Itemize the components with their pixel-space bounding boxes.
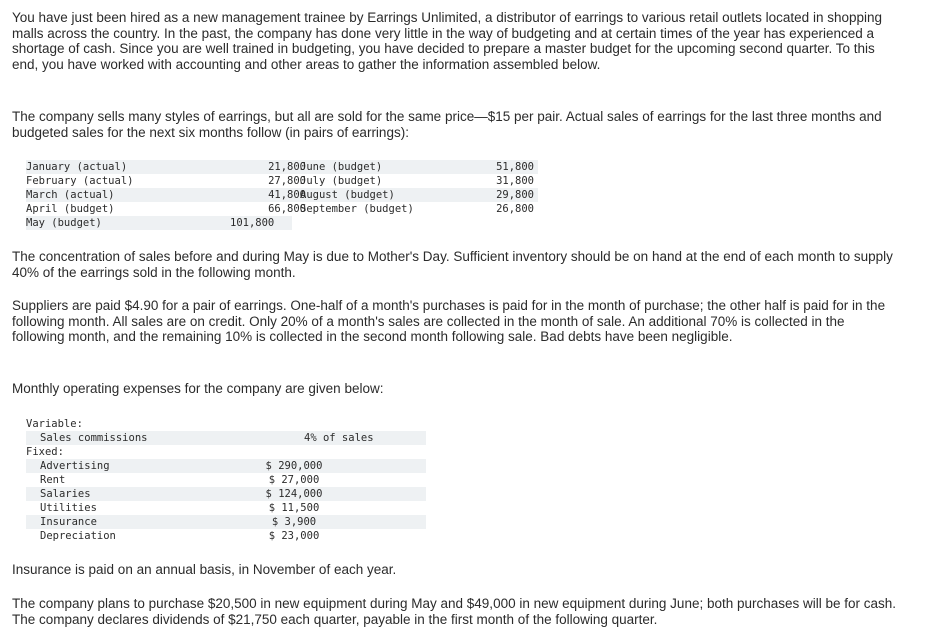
expense-label: Salaries — [40, 488, 91, 500]
expense-value: 4% of sales — [304, 432, 374, 444]
expenses-table — [26, 417, 426, 543]
expense-value: $ 124,000 — [265, 488, 323, 500]
month-label: July (budget) — [300, 175, 383, 187]
table-row — [26, 529, 426, 543]
sales-value: 27,800 — [268, 175, 306, 187]
month-label: January (actual) — [26, 161, 128, 173]
concentration-paragraph: The concentration of sales before and during May is due to Mother's Day. Sufficient inventory should be on hand at the end of each month to supply 40% of the earrings sold in the following month. — [12, 249, 893, 280]
table-row — [26, 473, 426, 487]
month-label: May (budget) — [26, 217, 102, 229]
expense-label: Advertising — [40, 460, 110, 472]
sales-value: 66,800 — [268, 203, 306, 215]
expense-label: Insurance — [40, 516, 97, 528]
collections-paragraph: Suppliers are paid $4.90 for a pair of earrings. One-half of a month's purchases is paid for in the month of purchase; the other half is paid for in the following month. All sales are on credit. Only 20% of a month's sales are collected in the month of sale. An additional 70% is collected in the following month, and the remaining 10% is collected in the second month following sale. Bad debts have been negligible. — [12, 298, 886, 344]
table-row — [26, 501, 426, 515]
sales-value: 21,800 — [268, 161, 306, 173]
month-label: February (actual) — [26, 175, 134, 187]
table-row — [26, 417, 426, 431]
table-row — [26, 445, 426, 459]
expense-value: $ 3,900 — [271, 516, 317, 528]
variable-heading: Variable: — [26, 418, 83, 430]
month-label: June (budget) — [300, 161, 383, 173]
month-label: September (budget) — [300, 203, 414, 215]
table-row — [26, 202, 538, 216]
table-row — [26, 188, 538, 202]
expense-value: $ 290,000 — [265, 460, 323, 472]
expense-value: $ 11,500 — [268, 502, 320, 514]
expense-label: Utilities — [40, 502, 97, 514]
table-row — [26, 160, 538, 174]
equipment-paragraph: The company plans to purchase $20,500 in new equipment during May and $49,000 in new equipment during June; both purchases will be for cash. The company declares dividends of $21,750 each quarter, payable in the first month of the following quarter. — [12, 596, 897, 627]
expense-label: Sales commissions — [40, 432, 148, 444]
sales-intro-paragraph: The company sells many styles of earrings, but all are sold for the same price—$15 per pair. Actual sales of earrings for the last three months and budgeted sales for the next six months follow (in pairs of earrings): — [12, 109, 882, 140]
month-label: March (actual) — [26, 189, 115, 201]
sales-value: 29,800 — [496, 189, 534, 201]
table-row — [26, 174, 538, 188]
expense-label: Depreciation — [40, 530, 116, 542]
sales-value: 26,800 — [496, 203, 534, 215]
sales-value: 51,800 — [496, 161, 534, 173]
fixed-heading: Fixed: — [26, 446, 64, 458]
sales-value: 101,800 — [230, 217, 275, 229]
sales-value: 41,800 — [268, 189, 306, 201]
expense-value: $ 23,000 — [268, 530, 320, 542]
month-label: April (budget) — [26, 203, 115, 215]
month-label: August (budget) — [300, 189, 395, 201]
insurance-paragraph: Insurance is paid on an annual basis, in November of each year. — [12, 562, 397, 577]
sales-table — [26, 160, 538, 230]
expenses-intro-paragraph: Monthly operating expenses for the company are given below: — [12, 381, 384, 396]
table-row — [26, 459, 426, 473]
table-row — [26, 487, 426, 501]
table-row — [26, 431, 426, 445]
sales-value: 31,800 — [496, 175, 534, 187]
expense-label: Rent — [40, 474, 66, 486]
intro-paragraph: You have just been hired as a new management trainee by Earrings Unlimited, a distributor of earrings to various retail outlets located in shopping malls across the country. In the past, the company has done very little in the way of budgeting and at certain times of the year has experienced a shortage of cash. Since you are well trained in budgeting, you have decided to prepare a master budget for the upcoming second quarter. To this end, you have worked with accounting and other areas to gather the information assembled below. — [12, 10, 882, 72]
expense-value: $ 27,000 — [268, 474, 320, 486]
table-row — [26, 515, 426, 529]
table-row — [26, 216, 292, 230]
